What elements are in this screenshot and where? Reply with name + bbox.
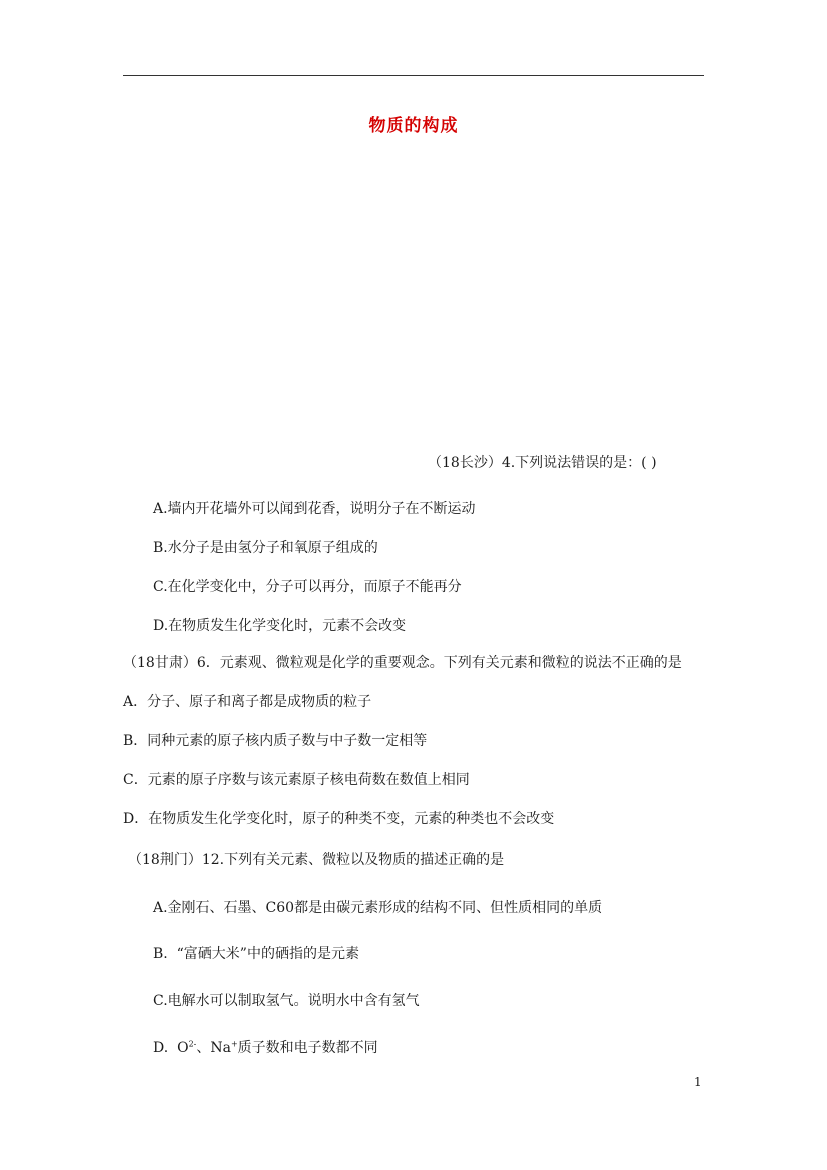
page-number: 1 <box>694 1075 702 1089</box>
option-d-separator: 、Na <box>196 1040 231 1056</box>
question-1-stem: （18长沙）4.下列说法错误的是：( ) <box>428 455 657 471</box>
question-2-option-b: B．同种元素的原子核内质子数与中子数一定相等 <box>123 733 428 749</box>
oxygen-ion-charge: 2- <box>188 1039 197 1049</box>
question-3-option-d <box>153 1038 378 1058</box>
question-1-option-d: D.在物质发生化学变化时，元素不会改变 <box>153 618 407 634</box>
option-d-prefix: D. O <box>153 1040 189 1056</box>
question-3-stem: （18荆门）12.下列有关元素、微粒以及物质的描述正确的是 <box>128 852 505 868</box>
sodium-ion-charge: + <box>230 1039 238 1049</box>
question-2-option-c: C．元素的原子序数与该元素原子核电荷数在数值上相同 <box>123 772 470 788</box>
header-rule <box>123 75 704 76</box>
question-3-option-b: B. “富硒大米”中的硒指的是元素 <box>153 946 359 962</box>
question-2-option-d: D．在物质发生化学变化时，原子的种类不变，元素的种类也不会改变 <box>123 811 555 827</box>
question-3-option-a: A.金刚石、石墨、C60都是由碳元素形成的结构不同、但性质相同的单质 <box>153 900 603 916</box>
page-title: 物质的构成 <box>368 116 459 136</box>
question-3-option-c: C.电解水可以制取氢气。说明水中含有氢气 <box>153 993 420 1009</box>
question-1-option-c: C.在化学变化中，分子可以再分，而原子不能再分 <box>153 579 462 595</box>
question-2-option-a: A．分子、原子和离子都是成物质的粒子 <box>123 694 372 710</box>
question-1-option-b: B.水分子是由氢分子和氧原子组成的 <box>153 540 378 556</box>
question-2-stem: （18甘肃）6．元素观、微粒观是化学的重要观念。下列有关元素和微粒的说法不正确的是 <box>123 655 682 671</box>
question-1-option-a: A.墙内开花墙外可以闻到花香，说明分子在不断运动 <box>153 501 476 517</box>
option-d-suffix: 质子数和电子数都不同 <box>237 1040 378 1056</box>
